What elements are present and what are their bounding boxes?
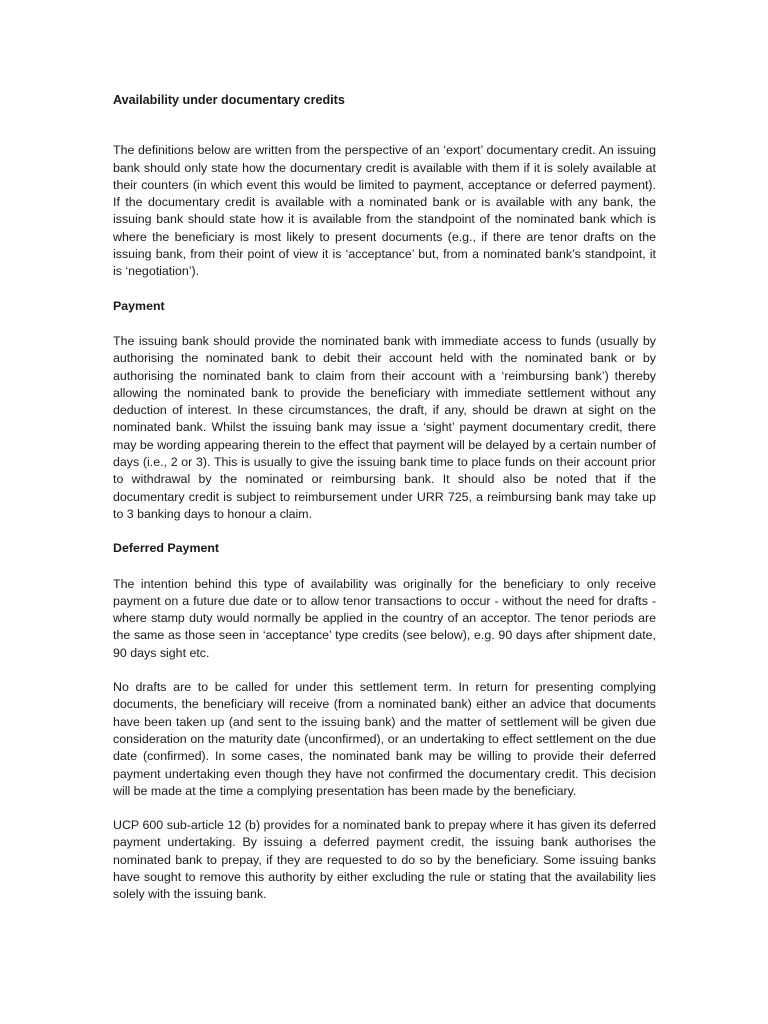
- deferred-payment-paragraph-2: No drafts are to be called for under this settlement term. In return for presenting complying documents, the beneficiary will receive (from a nominated bank) either an advice that documents have been taken up (and sent to the issuing bank) and the matter of settlement will be given due consideration on the maturity date (unconfirmed), or an undertaking to effect settlement on the due date (confirmed). In some cases, the nominated bank may be willing to provide their deferred payment undertaking even though they have not confirmed the documentary credit. This decision will be made at the time a complying presentation has been made by the beneficiary.: [113, 680, 656, 798]
- section-heading-deferred-payment: Deferred Payment: [113, 541, 220, 556]
- section-heading-payment: Payment: [113, 298, 165, 313]
- payment-paragraph: The issuing bank should provide the nominated bank with immediate access to funds (usually by authorising the nominated bank to debit their account held with the nominated bank or by authorising the nominated bank to claim from their account with a ‘reimbursing bank’) thereby allowing the nominated bank to provide the beneficiary with immediate settlement without any deduction of interest. In these circumstances, the draft, if any, should be drawn at sight on the nominated bank. Whilst the issuing bank may issue a ‘sight’ payment documentary credit, there may be wording appearing therein to the effect that payment will be delayed by a certain number of days (i.e., 2 or 3). This is usually to give the issuing bank time to place funds on their account prior to withdrawal by the nominated or reimbursing bank. It should also be noted that if the documentary credit is subject to reimbursement under URR 725, a reimbursing bank may take up to 3 banking days to honour a claim.: [113, 333, 656, 521]
- document-title: Availability under documentary credits: [113, 93, 345, 107]
- intro-paragraph: The definitions below are written from the perspective of an ‘export’ documentary credit. An issuing bank should only state how the documentary credit is available with them if it is solely available at their counters (in which event this would be limited to payment, acceptance or deferred payment). If the documentary credit is available with a nominated bank or is available with any bank, the issuing bank should state how it is available from the standpoint of the nominated bank which is where the beneficiary is most likely to present documents (e.g., if there are tenor drafts on the issuing bank, from their point of view it is ‘acceptance’ but, from a nominated bank’s standpoint, it is ‘negotiation’).: [113, 143, 656, 279]
- deferred-payment-paragraph-1: The intention behind this type of availability was originally for the beneficiary to only receive payment on a future due date or to allow tenor transactions to occur - without the need for drafts - where stamp duty would normally be applied in the country of an acceptor. The tenor periods are the same as those seen in ‘acceptance’ type credits (see below), e.g. 90 days after shipment date, 90 days sight etc.: [113, 576, 656, 660]
- deferred-payment-paragraph-3: UCP 600 sub-article 12 (b) provides for a nominated bank to prepay where it has given its deferred payment undertaking. By issuing a deferred payment credit, the issuing bank authorises the nominated bank to prepay, if they are requested to do so by the beneficiary. Some issuing banks have sought to remove this authority by either excluding the rule or stating that the availability lies solely with the issuing bank.: [113, 818, 656, 902]
- document-page: [113, 92, 656, 921]
